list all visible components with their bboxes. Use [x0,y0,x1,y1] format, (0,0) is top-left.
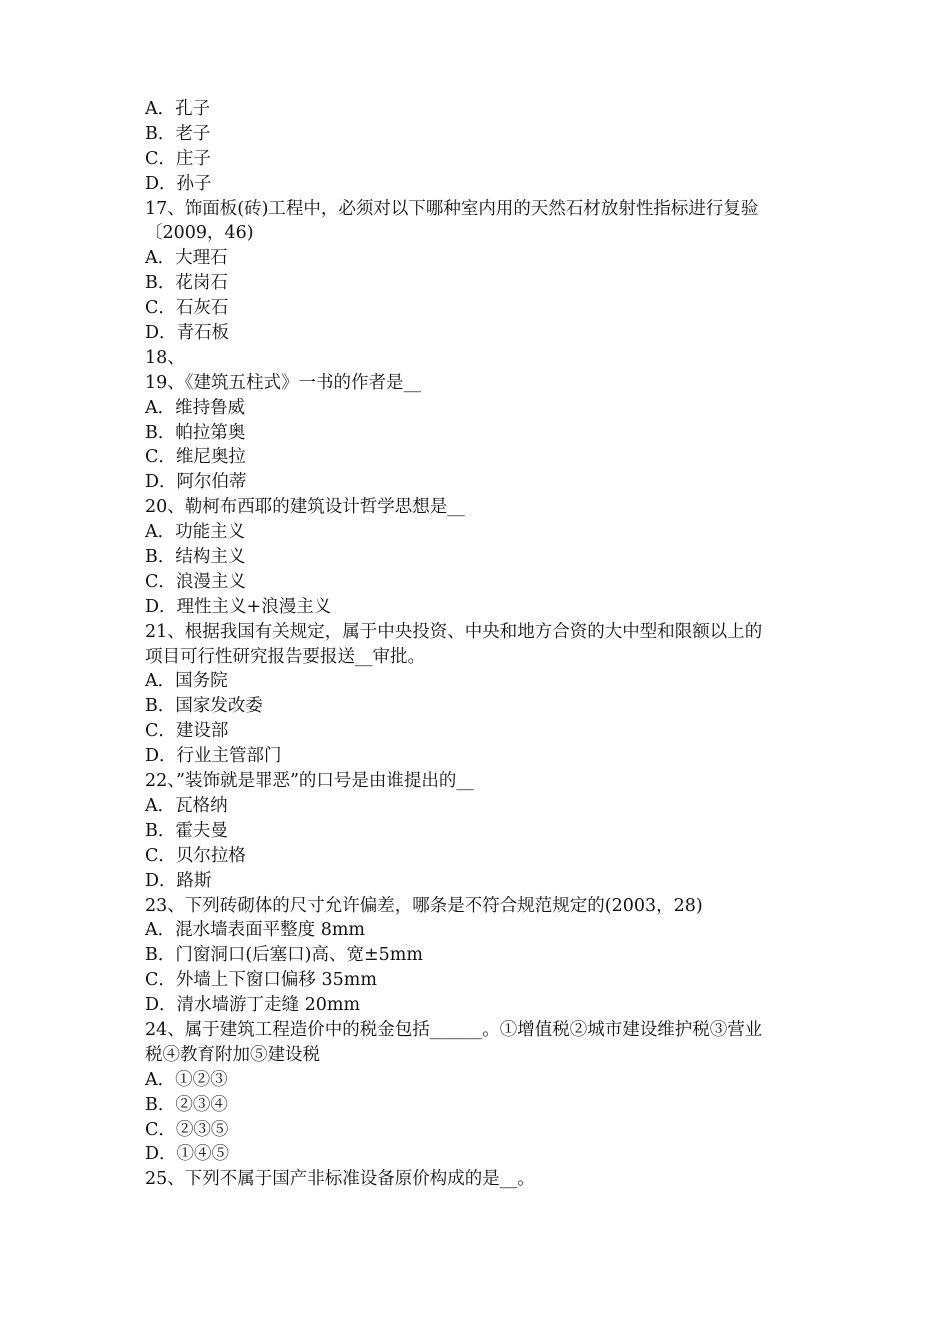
option-d: D．行业主管部门 [145,746,282,767]
option-c: C．建设部 [145,721,229,742]
option-d: D．阿尔伯蒂 [145,472,247,493]
option-b: B．帕拉第奥 [145,422,246,443]
option-c: C．浪漫主义 [145,571,246,592]
option-d: D．青石板 [145,323,230,344]
option-a: A．孔子 [145,99,211,119]
question-18: 18、 [145,347,185,368]
option-a: A．功能主义 [145,522,246,543]
question-17: 17、饰面板(砖)工程中，必须对以下哪种室内用的天然石材放射性指标进行复验 [145,198,759,219]
option-b: B．门窗洞口(后塞口)高、宽±5mm [145,945,423,966]
option-c: C．维尼奥拉 [145,447,246,468]
option-a: A．瓦格纳 [145,795,228,816]
question-24-continued: 税④教育附加⑤建设税 [145,1044,320,1065]
question-21: 21、根据我国有关规定，属于中央投资、中央和地方合资的大中型和限额以上的 [145,621,763,642]
option-b: B．②③④ [145,1094,228,1115]
document-body [145,97,815,1192]
option-b: B．花岗石 [145,273,228,294]
question-17-continued: 〔2009，46) [145,223,254,244]
question-20: 20、勒柯布西耶的建筑设计哲学思想是__ [145,497,465,518]
option-d: D．孙子 [145,173,212,194]
question-23: 23、下列砖砌体的尺寸允许偏差，哪条是不符合规范规定的(2003，28) [145,895,703,916]
option-a: A．混水墙表面平整度 8mm [145,920,366,941]
option-a: A．国务院 [145,671,228,692]
option-d: D．清水墙游丁走缝 20mm [145,995,361,1016]
question-19: 19、《建筑五柱式》一书的作者是__ [145,372,422,393]
option-d: D．路斯 [145,870,212,891]
option-c: C．外墙上下窗口偏移 35mm [145,970,377,991]
question-21-continued: 项目可行性研究报告要报送__审批。 [145,646,425,667]
option-c: C．贝尔拉格 [145,845,246,866]
option-a: A．①②③ [145,1069,228,1090]
option-c: C．②③⑤ [145,1119,229,1140]
option-c: C．庄子 [145,148,211,169]
option-d: D．理性主义+浪漫主义 [145,596,332,617]
option-b: B．结构主义 [145,547,246,568]
option-a: A．大理石 [145,248,228,269]
option-b: B．霍夫曼 [145,820,228,841]
option-b: B．国家发改委 [145,696,263,717]
question-24: 24、属于建筑工程造价中的税金包括______。①增值税②城市建设维护税③营业 [145,1019,763,1040]
option-d: D．①④⑤ [145,1144,230,1165]
question-25: 25、下列不属于国产非标准设备原价构成的是__。 [145,1169,535,1190]
question-22: 22、”装饰就是罪恶”的口号是由谁提出的__ [145,771,474,792]
option-a: A．维持鲁威 [145,397,246,418]
option-b: B．老子 [145,123,211,144]
option-c: C．石灰石 [145,298,229,319]
